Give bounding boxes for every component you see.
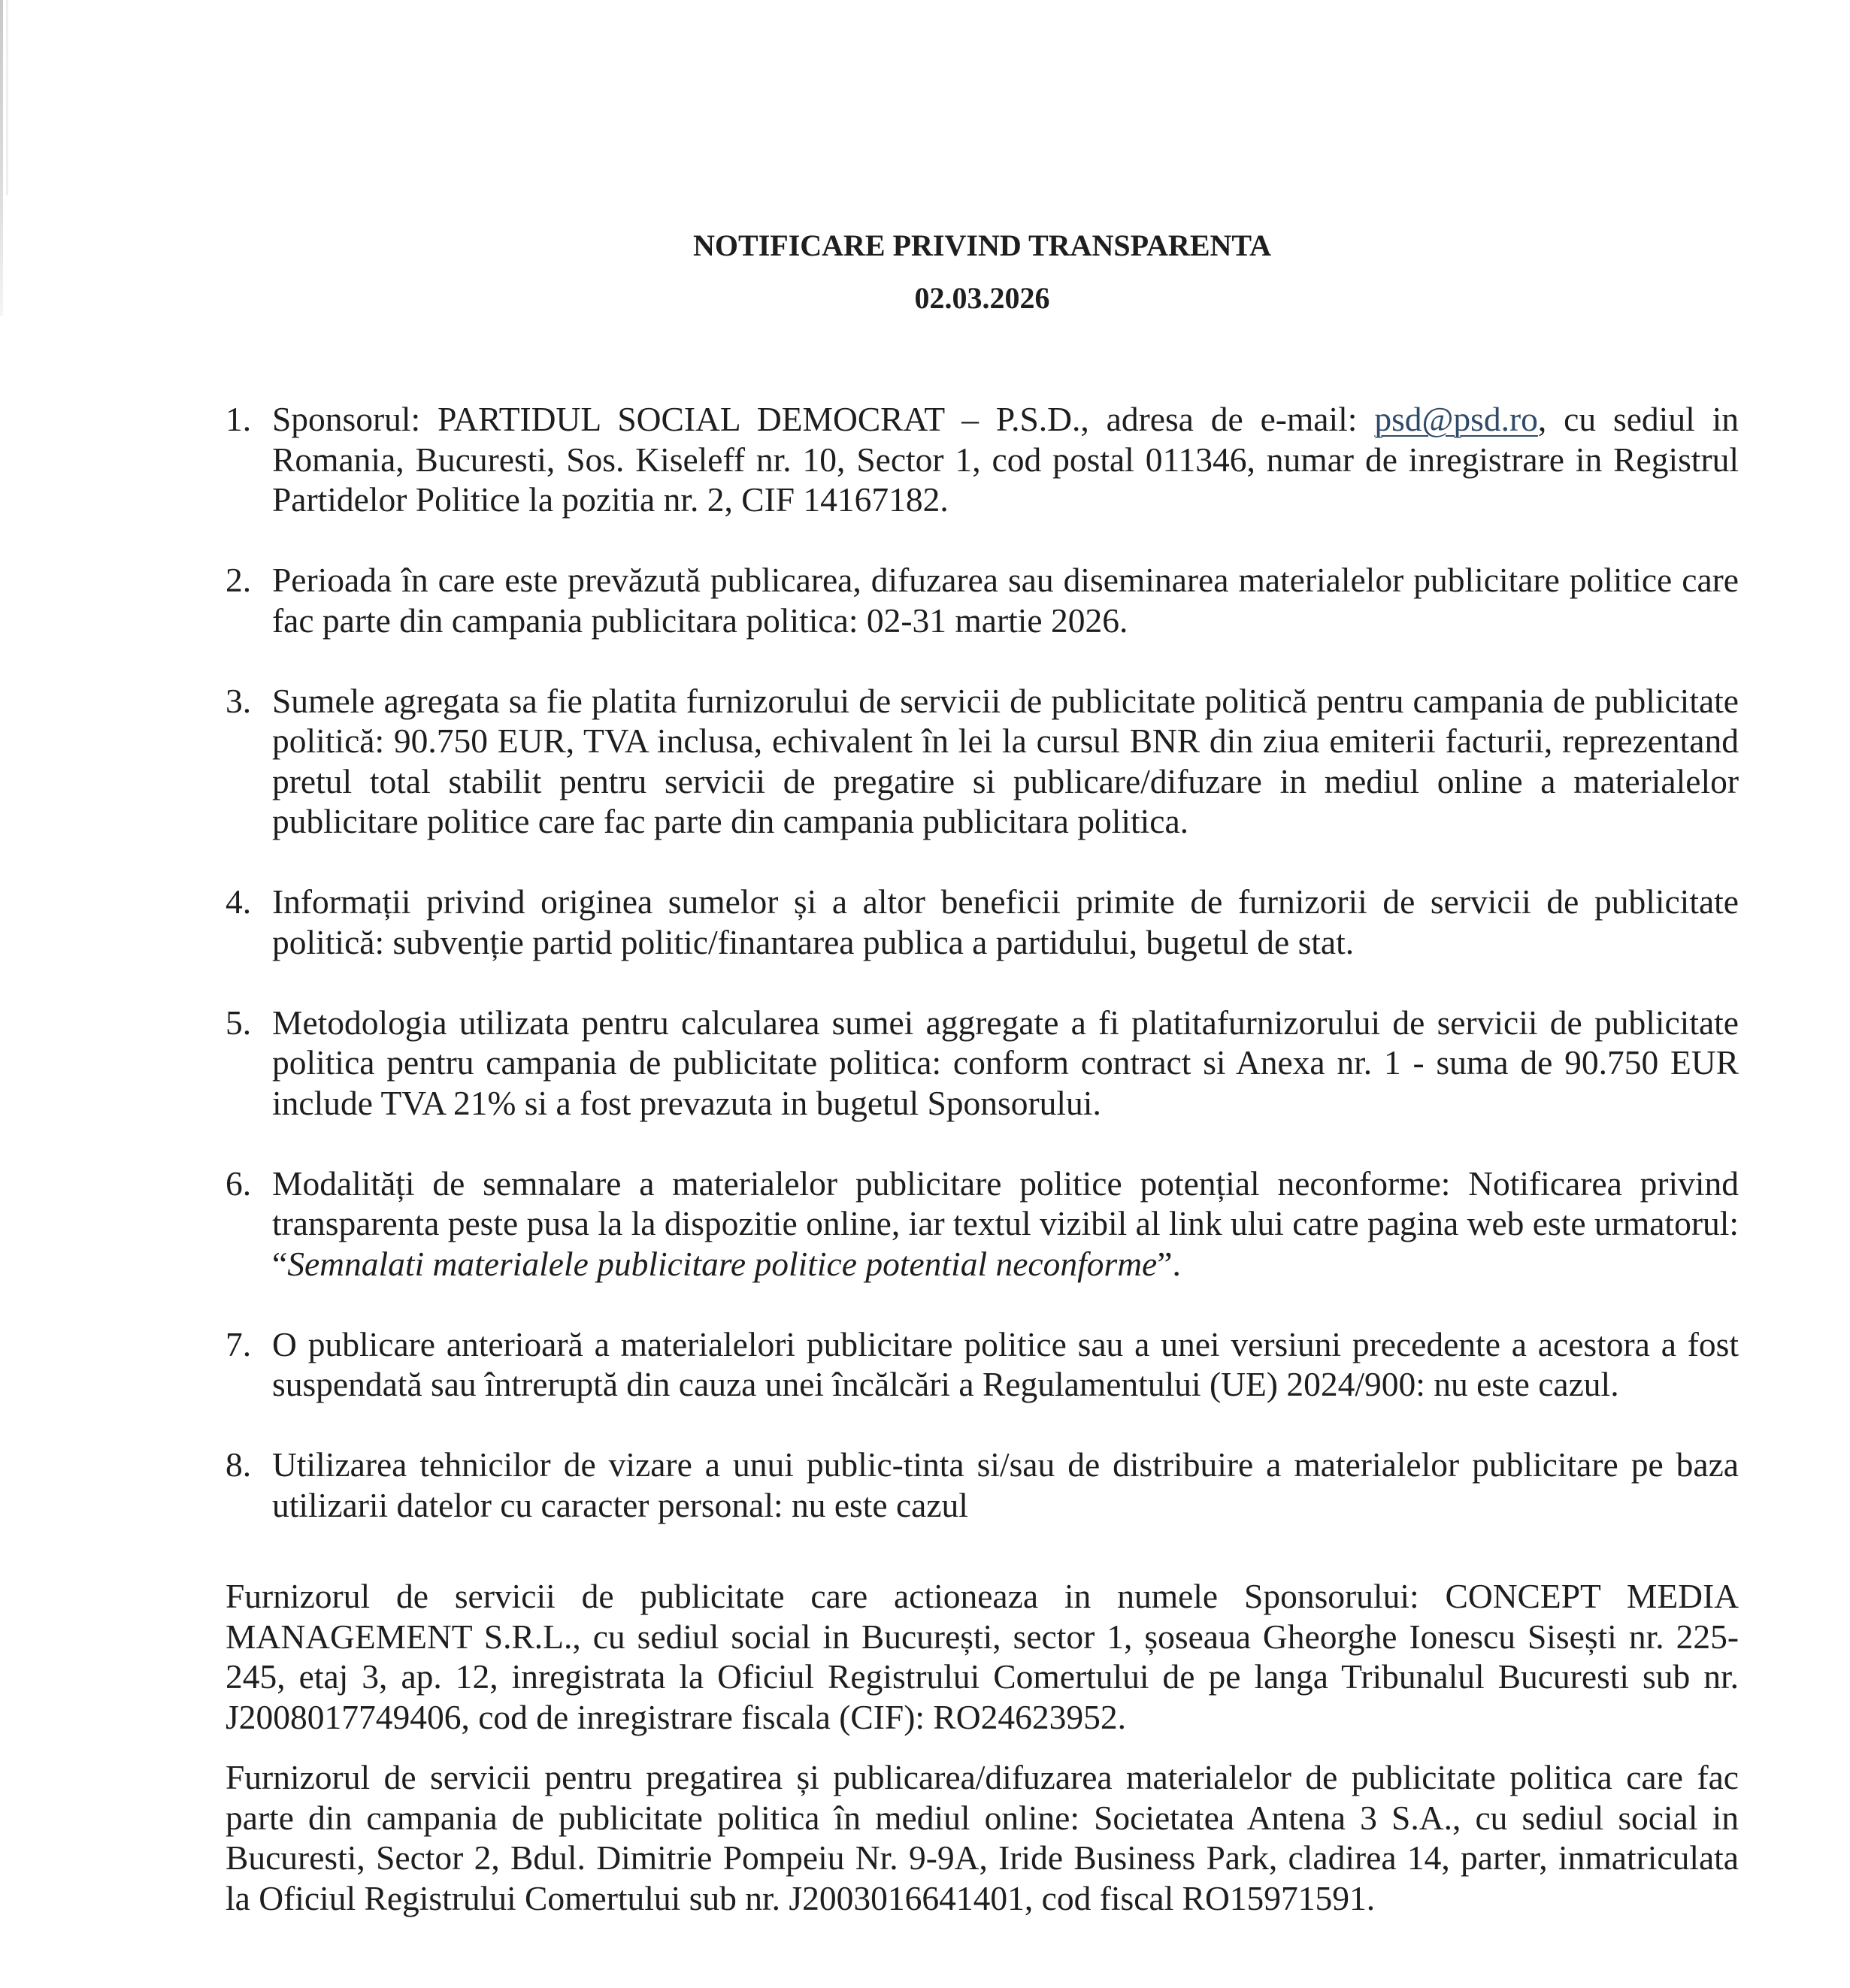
item-text-part: , cu sediul in Romania, Bucuresti, Sos. Kiseleff nr. 10, Sector 1, cod postal 011346, numar de inregistrare in Registrul Partidelor Politice la pozitia nr. 2, CIF 14167182. (272, 400, 1739, 519)
item-number: 7. (226, 1324, 252, 1363)
item-text-part: Sponsorul: PARTIDUL SOCIAL DEMOCRAT – P.S.D., adresa de e-mail: (272, 400, 1375, 438)
list-item-sponsor (226, 399, 1739, 520)
item-number: 1. (226, 400, 252, 438)
item-text-part: ”. (1157, 1244, 1181, 1283)
item-number: 6. (226, 1163, 252, 1203)
item-number: 2. (226, 561, 252, 599)
document-date: 02.03.2026 (914, 281, 1050, 315)
item-text: Metodologia utilizata pentru calcularea sumei aggregate a fi platitafurnizorului de servicii de publicitate politica pentru campania de publicitate politica: conform contract si Anexa nr. 1 - suma de 90.750 EUR include TVA 21% si a fost prevazuta in bugetul Sponsorului. (272, 1003, 1739, 1122)
item-text: Sumele agregata sa fie platita furnizorului de servicii de publicitate politică pentru campania de publicitate politică: 90.750 EUR, TVA inclusa, echivalent în lei la cursul BNR din ziua emiterii facturii, reprezentand pretul total stabilit pentru servicii de pregatire si publicare/difuzare in mediul online a materialelor publicitare politice care fac parte din campania publicitara politica. (272, 681, 1739, 840)
item-text-part: Modalități de semnalare a materialelor publicitare politice potențial neconforme: Notificarea privind transparenta peste pusa la la dispozitie online, iar textul vizibil al link ului catre pagina web este urmatorul: “ (272, 1163, 1739, 1283)
item-number: 5. (226, 1003, 252, 1042)
list-item-reporting (226, 1163, 1739, 1284)
item-text (272, 399, 1739, 520)
item-number: 8. (226, 1445, 252, 1484)
list-item-period (226, 560, 1739, 640)
scan-edge-shadow (0, 0, 3, 316)
email-link[interactable]: psd@psd.ro (1374, 400, 1538, 438)
item-text: O publicare anterioară a materialelori publicitare politice sau a unei versiuni precedente a acestora a fost suspendată sau întreruptă din cauza unei încălcări a Regulamentului (UE) 2024/900: nu este cazul. (272, 1324, 1739, 1403)
item-text: Informații privind originea sumelor și a altor beneficii primite de furnizorii de servicii de publicitate politică: subvenție partid politic/finantarea publica a partidului, bugetul de stat. (272, 882, 1739, 961)
list-item-amount (226, 681, 1739, 842)
paragraph-online-provider: Furnizorul de servicii pentru pregatirea și publicarea/difuzarea materialelor de publicitate politica care fac parte din campania de publicitate politica în mediul online: Societatea Antena 3 S.A., cu sediul social in Bucuresti, Sector 2, Bdul. Dimitrie Pompeiu Nr. 9-9A, Iride Business Park, cladirea 14, parter, inmatriculata la Oficiul Registrului Comertului sub nr. J2003016641401, cod fiscal RO15971591. (226, 1758, 1739, 1917)
item-text: Utilizarea tehnicilor de vizare a unui public-tinta si/sau de distribuire a materialelor publicitare pe baza utilizarii datelor cu caracter personal: nu este cazul (272, 1445, 1739, 1524)
list-item-methodology (226, 1003, 1739, 1124)
report-link-text: Semnalati materialele publicitare politice potential neconforme (287, 1244, 1158, 1283)
paragraph-advertising-provider: Furnizorul de servicii de publicitate care actioneaza in numele Sponsorului: CONCEPT MEDIA MANAGEMENT S.R.L., cu sediul social in București, sector 1, șoseaua Gheorghe Ionescu Sisești nr. 225-245, etaj 3, ap. 12, inregistrata la Oficiul Registrului Comertului de pe langa Tribunalul Bucuresti sub nr. J2008017749406, cod de inregistrare fiscala (CIF): RO24623952. (226, 1577, 1739, 1736)
item-number: 4. (226, 882, 252, 921)
list-item-funding-origin (226, 882, 1739, 962)
scan-edge-shadow-secondary (6, 0, 8, 195)
item-number: 3. (226, 681, 252, 720)
list-item-targeting (226, 1445, 1739, 1525)
list-item-previous-suspension (226, 1324, 1739, 1405)
item-text: Perioada în care este prevăzută publicarea, difuzarea sau diseminarea materialelor publicitare politice care fac parte din campania publicitara politica: 02-31 martie 2026. (272, 561, 1739, 640)
notification-items-list (226, 399, 1739, 1566)
item-text (272, 1163, 1739, 1284)
document-title: NOTIFICARE PRIVIND TRANSPARENTA (693, 228, 1271, 262)
